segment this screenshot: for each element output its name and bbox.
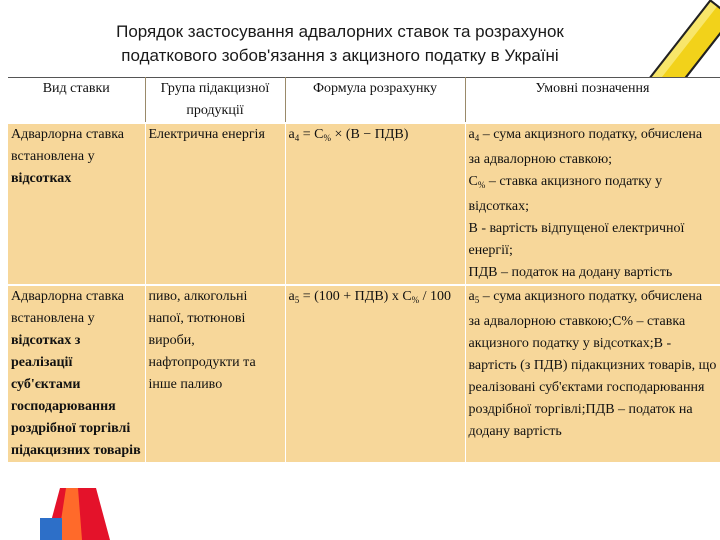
cell-formula bbox=[285, 285, 465, 462]
formula-c-sub: % bbox=[411, 295, 420, 305]
legend-a: а bbox=[468, 127, 475, 142]
rate-type-text: Адварлорна ставка встановлена у bbox=[11, 127, 125, 164]
legend-a-sub: 5 bbox=[474, 295, 480, 305]
header-rate-type: Вид ставки bbox=[8, 78, 145, 124]
header-formula: Формула розрахунку bbox=[285, 78, 465, 124]
formula-eq: = С bbox=[299, 127, 324, 142]
formula-eq: = (100 + ПДВ) х С bbox=[299, 289, 412, 304]
formula-rest: / 100 bbox=[419, 289, 452, 304]
table-row bbox=[8, 285, 720, 462]
cell-legend bbox=[465, 285, 720, 462]
header-legend: Умовні позначення bbox=[465, 78, 720, 124]
legend-a-text: – сума акцизного податку, обчислена за адвалорною ставкою; bbox=[468, 127, 703, 167]
legend-b-text: В - вартість відпущеної електричної енергії; bbox=[468, 221, 685, 258]
formula-a-sub: 4 bbox=[294, 133, 300, 143]
legend-a: а bbox=[468, 289, 475, 304]
cell-rate-type bbox=[8, 285, 145, 462]
formula-c-sub: % bbox=[323, 133, 331, 143]
legend-c-text: – ставка акцизного податку у відсотках; bbox=[468, 174, 663, 214]
header-product-group: Група підакцизної продукції bbox=[145, 78, 285, 124]
formula-rest: × (В − ПДВ) bbox=[330, 127, 409, 142]
cell-product-group: пиво, алкогольні напої, тютюнові вироби, нафтопродукти та інше паливо bbox=[145, 285, 285, 462]
rate-type-emphasis: відсотках bbox=[11, 171, 72, 186]
rate-type-text: Адварлорна ставка встановлена у bbox=[11, 289, 125, 326]
cell-formula bbox=[285, 123, 465, 285]
cell-legend bbox=[465, 123, 720, 285]
formula-a: а bbox=[288, 127, 295, 142]
page-title bbox=[40, 20, 640, 68]
title-line-2: податкового зобов'язання з акцизного податку в Україні bbox=[121, 46, 559, 65]
title-line-1: Порядок застосування адвалорних ставок та розрахунок bbox=[116, 22, 564, 41]
cell-rate-type bbox=[8, 123, 145, 285]
formula-a: а bbox=[288, 289, 295, 304]
table-header-row bbox=[8, 78, 720, 124]
legend-c: С bbox=[468, 174, 478, 189]
legend-pdv-text: ПДВ – податок на додану вартість bbox=[468, 265, 673, 280]
rate-type-emphasis: відсотках з реалізації суб'єктами господарювання роздрібної торгівлі підакцизних товарів bbox=[11, 333, 141, 458]
legend-text: – сума акцизного податку, обчислена за адвалорною ставкою;С% – ставка акцизного податку у відсотках;В - вартість (з ПДВ) підакцизних товарів, що реалізовані суб'єктами господарювання роздрібної торгівлі;ПДВ – податок на додану вартість bbox=[468, 289, 717, 439]
formula-a-sub: 5 bbox=[294, 295, 300, 305]
legend-c-sub: % bbox=[477, 180, 486, 190]
legend-a-sub: 4 bbox=[474, 133, 480, 143]
cell-product-group: Електрична енергія bbox=[145, 123, 285, 285]
pencil-icon bbox=[36, 488, 116, 540]
table-row bbox=[8, 123, 720, 285]
tax-table bbox=[8, 77, 720, 462]
